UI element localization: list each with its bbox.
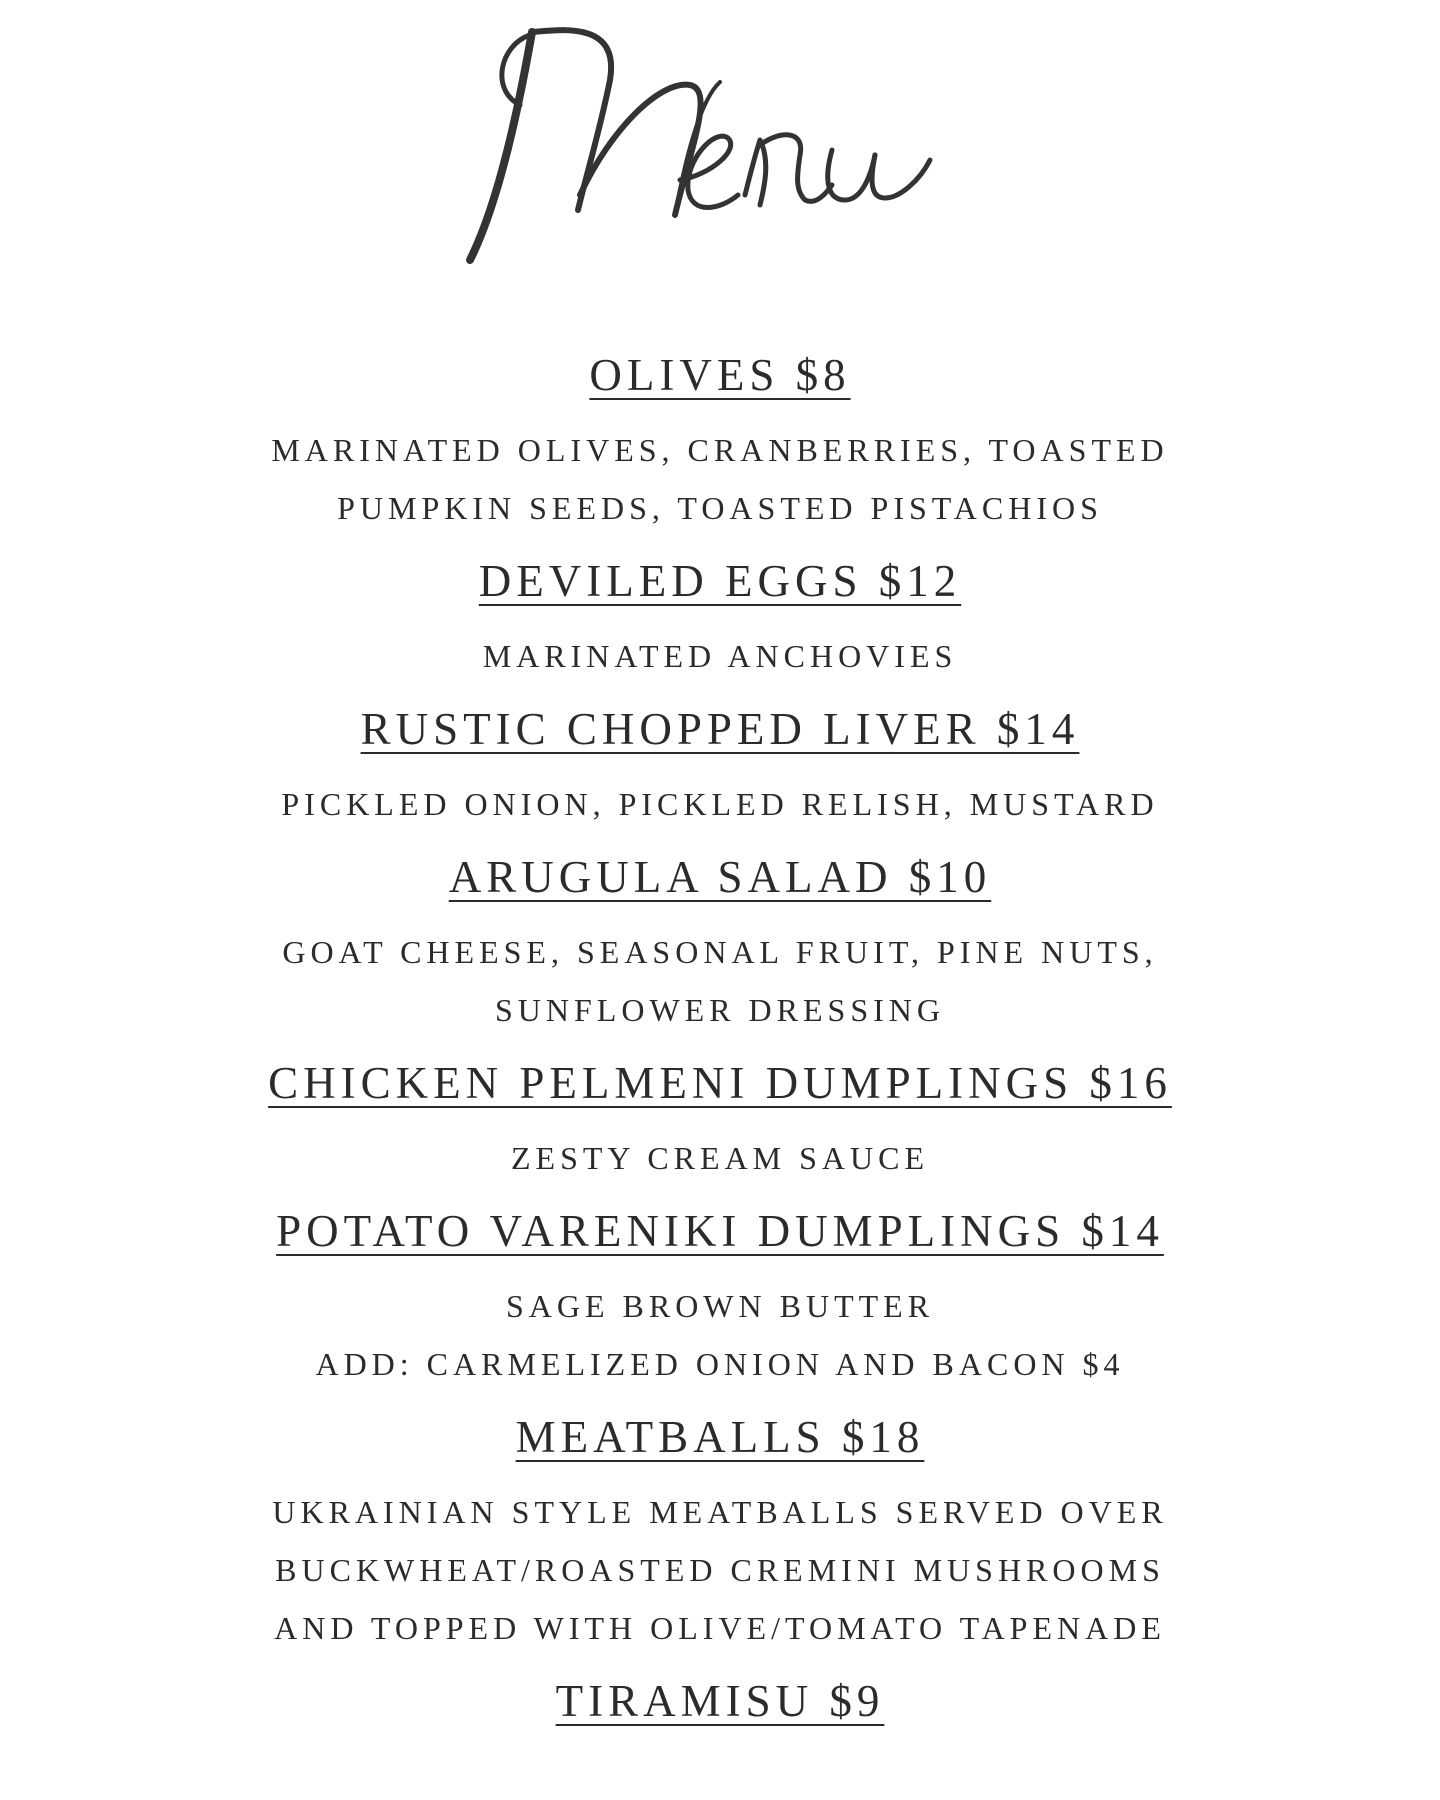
menu-item: [0, 1201, 1440, 1407]
menu-item-description-line: UKRAINIAN STYLE MEATBALLS SERVED OVER: [272, 1494, 1168, 1530]
menu-item-description-line: PICKLED ONION, PICKLED RELISH, MUSTARD: [281, 786, 1159, 822]
menu-item-name: DEVILED EGGS $12: [478, 556, 962, 606]
menu-item-description-line: GOAT CHEESE, SEASONAL FRUIT, PINE NUTS,: [282, 934, 1158, 970]
menu-item: [0, 847, 1440, 1053]
menu-item: [0, 699, 1440, 847]
menu-item: [0, 551, 1440, 699]
menu-item: [0, 345, 1440, 551]
menu-item-description-line: AND TOPPED WITH OLIVE/TOMATO TAPENADE: [274, 1610, 1166, 1646]
menu-item-description: [0, 759, 1440, 847]
menu-item-description-line: BUCKWHEAT/ROASTED CREMINI MUSHROOMS: [275, 1552, 1165, 1588]
menu-item-description-line: ZESTY CREAM SAUCE: [510, 1140, 930, 1176]
menu-item: [0, 1407, 1440, 1671]
menu-item-description: [0, 907, 1440, 1053]
menu-item-name: OLIVES $8: [589, 350, 851, 400]
menu-item: [0, 1053, 1440, 1201]
menu-item-description-line: PUMPKIN SEEDS, TOASTED PISTACHIOS: [337, 490, 1103, 526]
menu-script-logo: [460, 10, 980, 290]
menu-item-description-line: SUNFLOWER DRESSING: [494, 992, 946, 1028]
menu-items: [0, 345, 1440, 1731]
menu-item-name: ARUGULA SALAD $10: [448, 852, 992, 902]
menu-item-name: MEATBALLS $18: [515, 1412, 925, 1462]
menu-item-description-line: SAGE BROWN BUTTER: [505, 1288, 935, 1324]
menu-item-name: TIRAMISU $9: [555, 1676, 885, 1726]
menu-item-name: RUSTIC CHOPPED LIVER $14: [360, 704, 1080, 754]
menu-item-description: [0, 405, 1440, 551]
menu-item-description: [0, 1113, 1440, 1201]
menu-item-description: [0, 1467, 1440, 1671]
menu-title: [0, 0, 1440, 300]
menu-item-description: [0, 1261, 1440, 1407]
menu-item-description: [0, 611, 1440, 699]
menu-item-name: CHICKEN PELMENI DUMPLINGS $16: [268, 1058, 1172, 1108]
menu-item-description-line: ADD: CARMELIZED ONION AND BACON $4: [315, 1346, 1125, 1382]
menu-item: [0, 1671, 1440, 1731]
menu-item-name: POTATO VARENIKI DUMPLINGS $14: [276, 1206, 1164, 1256]
menu-item-description-line: MARINATED ANCHOVIES: [482, 638, 958, 674]
menu-item-description-line: MARINATED OLIVES, CRANBERRIES, TOASTED: [271, 432, 1169, 468]
